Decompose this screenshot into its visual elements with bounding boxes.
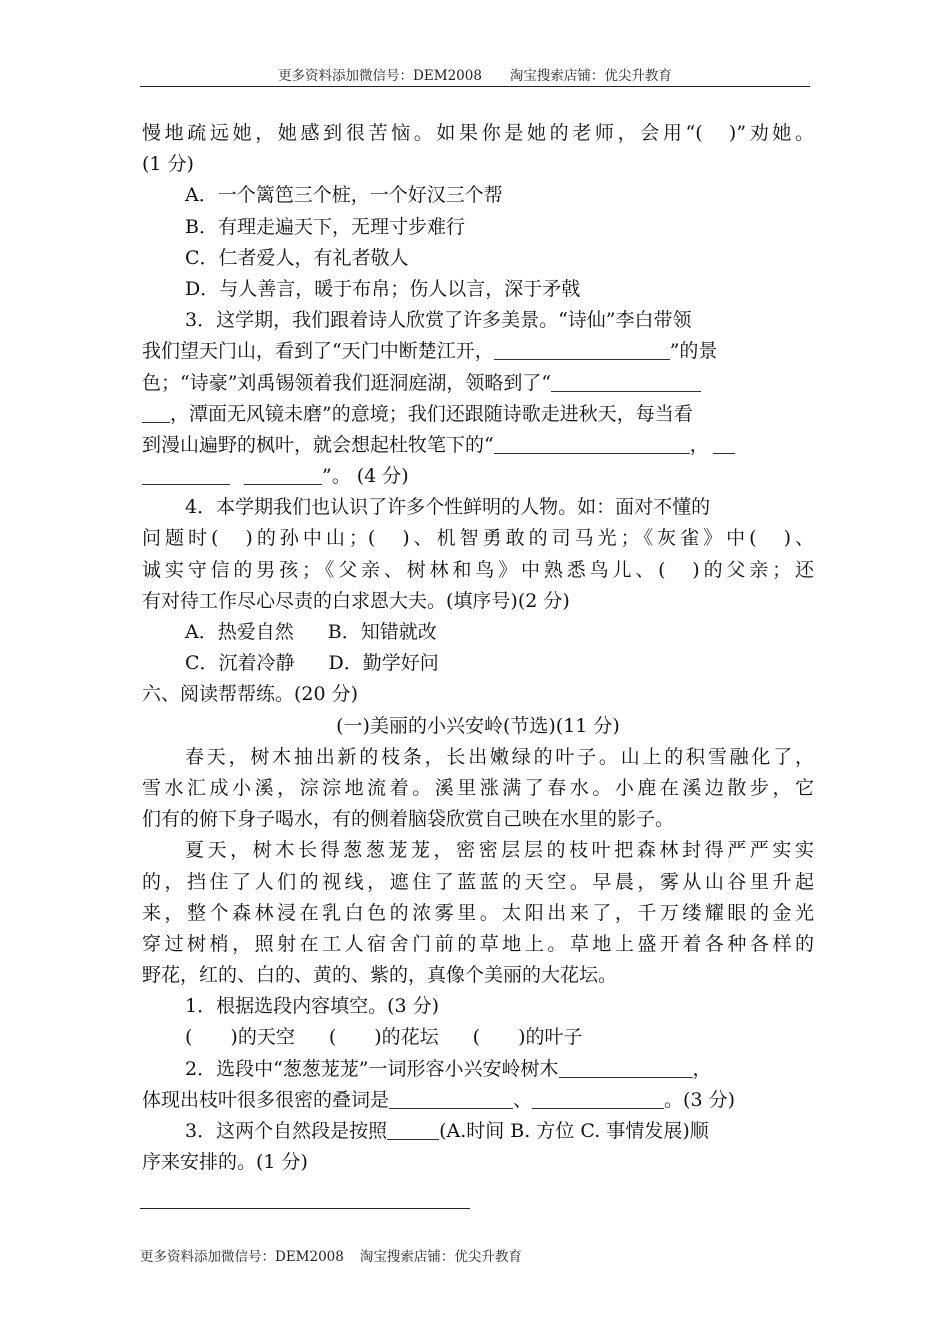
s6-q2-sep: 、 [513,1088,533,1111]
s6-q1-blank-flowerbed: ( )的花坛 [328,1026,439,1049]
passage-p1-line-2: 雪水汇成小溪，淙淙地流着。溪里涨满了春水。小鹿在溪边散步，它 [142,776,814,799]
page-footer [140,1245,522,1265]
page-header [140,64,810,84]
header-wechat: 更多资料添加微信号：DEM2008 [278,68,482,84]
passage-p2-line-3: 来，整个森林浸在乳白色的浓雾里。太阳出来了，千万缕耀眼的金光 [142,901,814,924]
q3-line-6 [142,461,814,492]
header-shop: 淘宝搜索店铺：优尖升教育 [509,68,672,84]
q2-option-b: B．有理走遍天下，无理寸步难行 [185,215,465,238]
s6-q3-choices: (A.时间 B. 方位 C. 事情发展)顺 [439,1120,709,1142]
s6-q2-text: 2．选段中“葱葱茏茏”一词形容小兴安岭树木 [185,1057,559,1080]
q2-option-d: D．与人善言，暖于布帛；伤人以言，深于矛戟 [185,277,581,300]
q3-line-2-end: ”的景 [669,340,718,363]
q3-blank-2b [142,400,170,423]
s6-q3-blank [387,1117,439,1140]
q4-option-b: B．知错就改 [327,621,437,643]
q3-line-5 [142,430,814,461]
q3-line-3-text: 色；“诗豪”刘禹锡领着我们逛洞庭湖，领略到了“ [142,371,552,394]
q3-line-5-text: 到漫山遍野的枫叶，就会想起杜牧笔下的“ [142,433,494,456]
s6-q2-line-2 [142,1085,814,1116]
q3-line-4-text: ，潭面无风镜未磨”的意境；我们还跟随诗歌走进秋天，每当看 [170,402,693,425]
q4-option-a: A．热爱自然 [185,621,294,643]
passage-p2-line-5: 野花，红的、白的、黄的、紫的，真像个美丽的大花坛。 [142,964,618,987]
q4-options-row-2 [142,648,814,679]
q3-blank-4c [244,462,322,485]
document-body [142,118,814,1178]
s6-q1-blank-sky: ( )的天空 [185,1026,295,1049]
section-6-title: 六、阅读帮帮练。(20 分) [142,683,359,706]
q3-line-3 [142,368,814,399]
s6-q2-comma: ， [692,1057,712,1080]
q3-blank-4b [142,462,230,485]
passage-p2-line-4: 穿过树梢，照射在工人宿舍门前的草地上。草地上盛开着各种各样的 [142,932,814,955]
q3-line-2 [142,336,814,367]
q4-line-4: 有对待工作尽心尽责的白求恩大夫。(填序号)(2 分) [142,589,570,612]
q2-option-a: A．一个篱笆三个桩，一个好汉三个帮 [185,184,503,207]
s6-q2-line-1 [142,1054,814,1085]
footer-shop: 淘宝搜索店铺：优尖升教育 [359,1249,522,1265]
s6-q2-score: 。(3 分) [664,1088,735,1111]
q2-score: (1 分) [142,153,194,176]
q4-options-row-1 [142,617,814,648]
q4-option-d: D．勤学好问 [328,652,439,675]
passage-p1-line-1: 春天，树木抽出新的枝条，长出嫩绿的叶子。山上的积雪融化了， [185,745,814,768]
s6-q3-line-2: 序来安排的。(1 分) [142,1151,308,1174]
q4-line-1: 4．本学期我们也认识了许多个性鲜明的人物。如：面对不懂的 [185,496,711,519]
footer-wechat: 更多资料添加微信号：DEM2008 [140,1249,344,1265]
passage-title: (一)美丽的小兴安岭(节选)(11 分) [336,714,620,737]
s6-q1: 1．根据选段内容填空。(3 分) [185,995,440,1018]
q3-blank-1 [494,337,670,360]
q2-option-c: C．仁者爱人，有礼者敬人 [185,246,409,269]
q4-option-c: C．沉着冷静 [185,652,295,675]
s6-q1-blanks [142,1022,814,1053]
q2-stem-line: 慢地疏远她，她感到很苦恼。如果你是她的老师，会用“( )”劝她。 [142,122,814,144]
q3-line-1: 3．这学期，我们跟着诗人欣赏了许多美景。“诗仙”李白带领 [185,309,692,332]
q4-line-2: 问题时( )的孙中山；( )、机智勇敢的司马光；《灰雀》中( )、 [142,527,814,550]
s6-q3-text: 3．这两个自然段是按照 [185,1120,388,1142]
s6-q2-blank-2 [389,1086,513,1109]
q4-line-3: 诚实守信的男孩；《父亲、树林和鸟》中熟悉鸟儿、( )的父亲；还 [142,558,814,581]
footer-rule [140,1208,470,1209]
q3-line-2-text: 我们望天门山，看到了“天门中断楚江开， [142,340,494,363]
passage-p2-line-2: 的，挡住了人们的视线，遮住了蓝蓝的天空。早晨，雾从山谷里升起 [142,870,814,893]
q3-blank-3 [494,431,690,454]
q3-line-4 [142,399,814,430]
passage-p2-line-1: 夏天，树木长得葱葱茏茏，密密层层的枝叶把森林封得严严实实 [185,839,814,862]
passage-p1-line-3: 们有的俯下身子喝水，有的侧着脑袋欣赏自己映在水里的影子。 [142,808,675,831]
q3-blank-4a [713,431,735,454]
s6-q2-text-2: 体现出枝叶很多很密的叠词是 [142,1088,390,1111]
s6-q1-blank-leaves: ( )的叶子 [472,1026,583,1049]
q3-line-6-text: ”。 (4 分) [322,465,409,488]
q3-line-5-comma: ， [689,433,709,456]
header-rule [140,86,810,87]
s6-q3-line-1 [142,1116,814,1147]
q3-blank-2a [551,369,701,392]
s6-q2-blank-1 [559,1055,693,1078]
s6-q2-blank-3 [532,1086,664,1109]
